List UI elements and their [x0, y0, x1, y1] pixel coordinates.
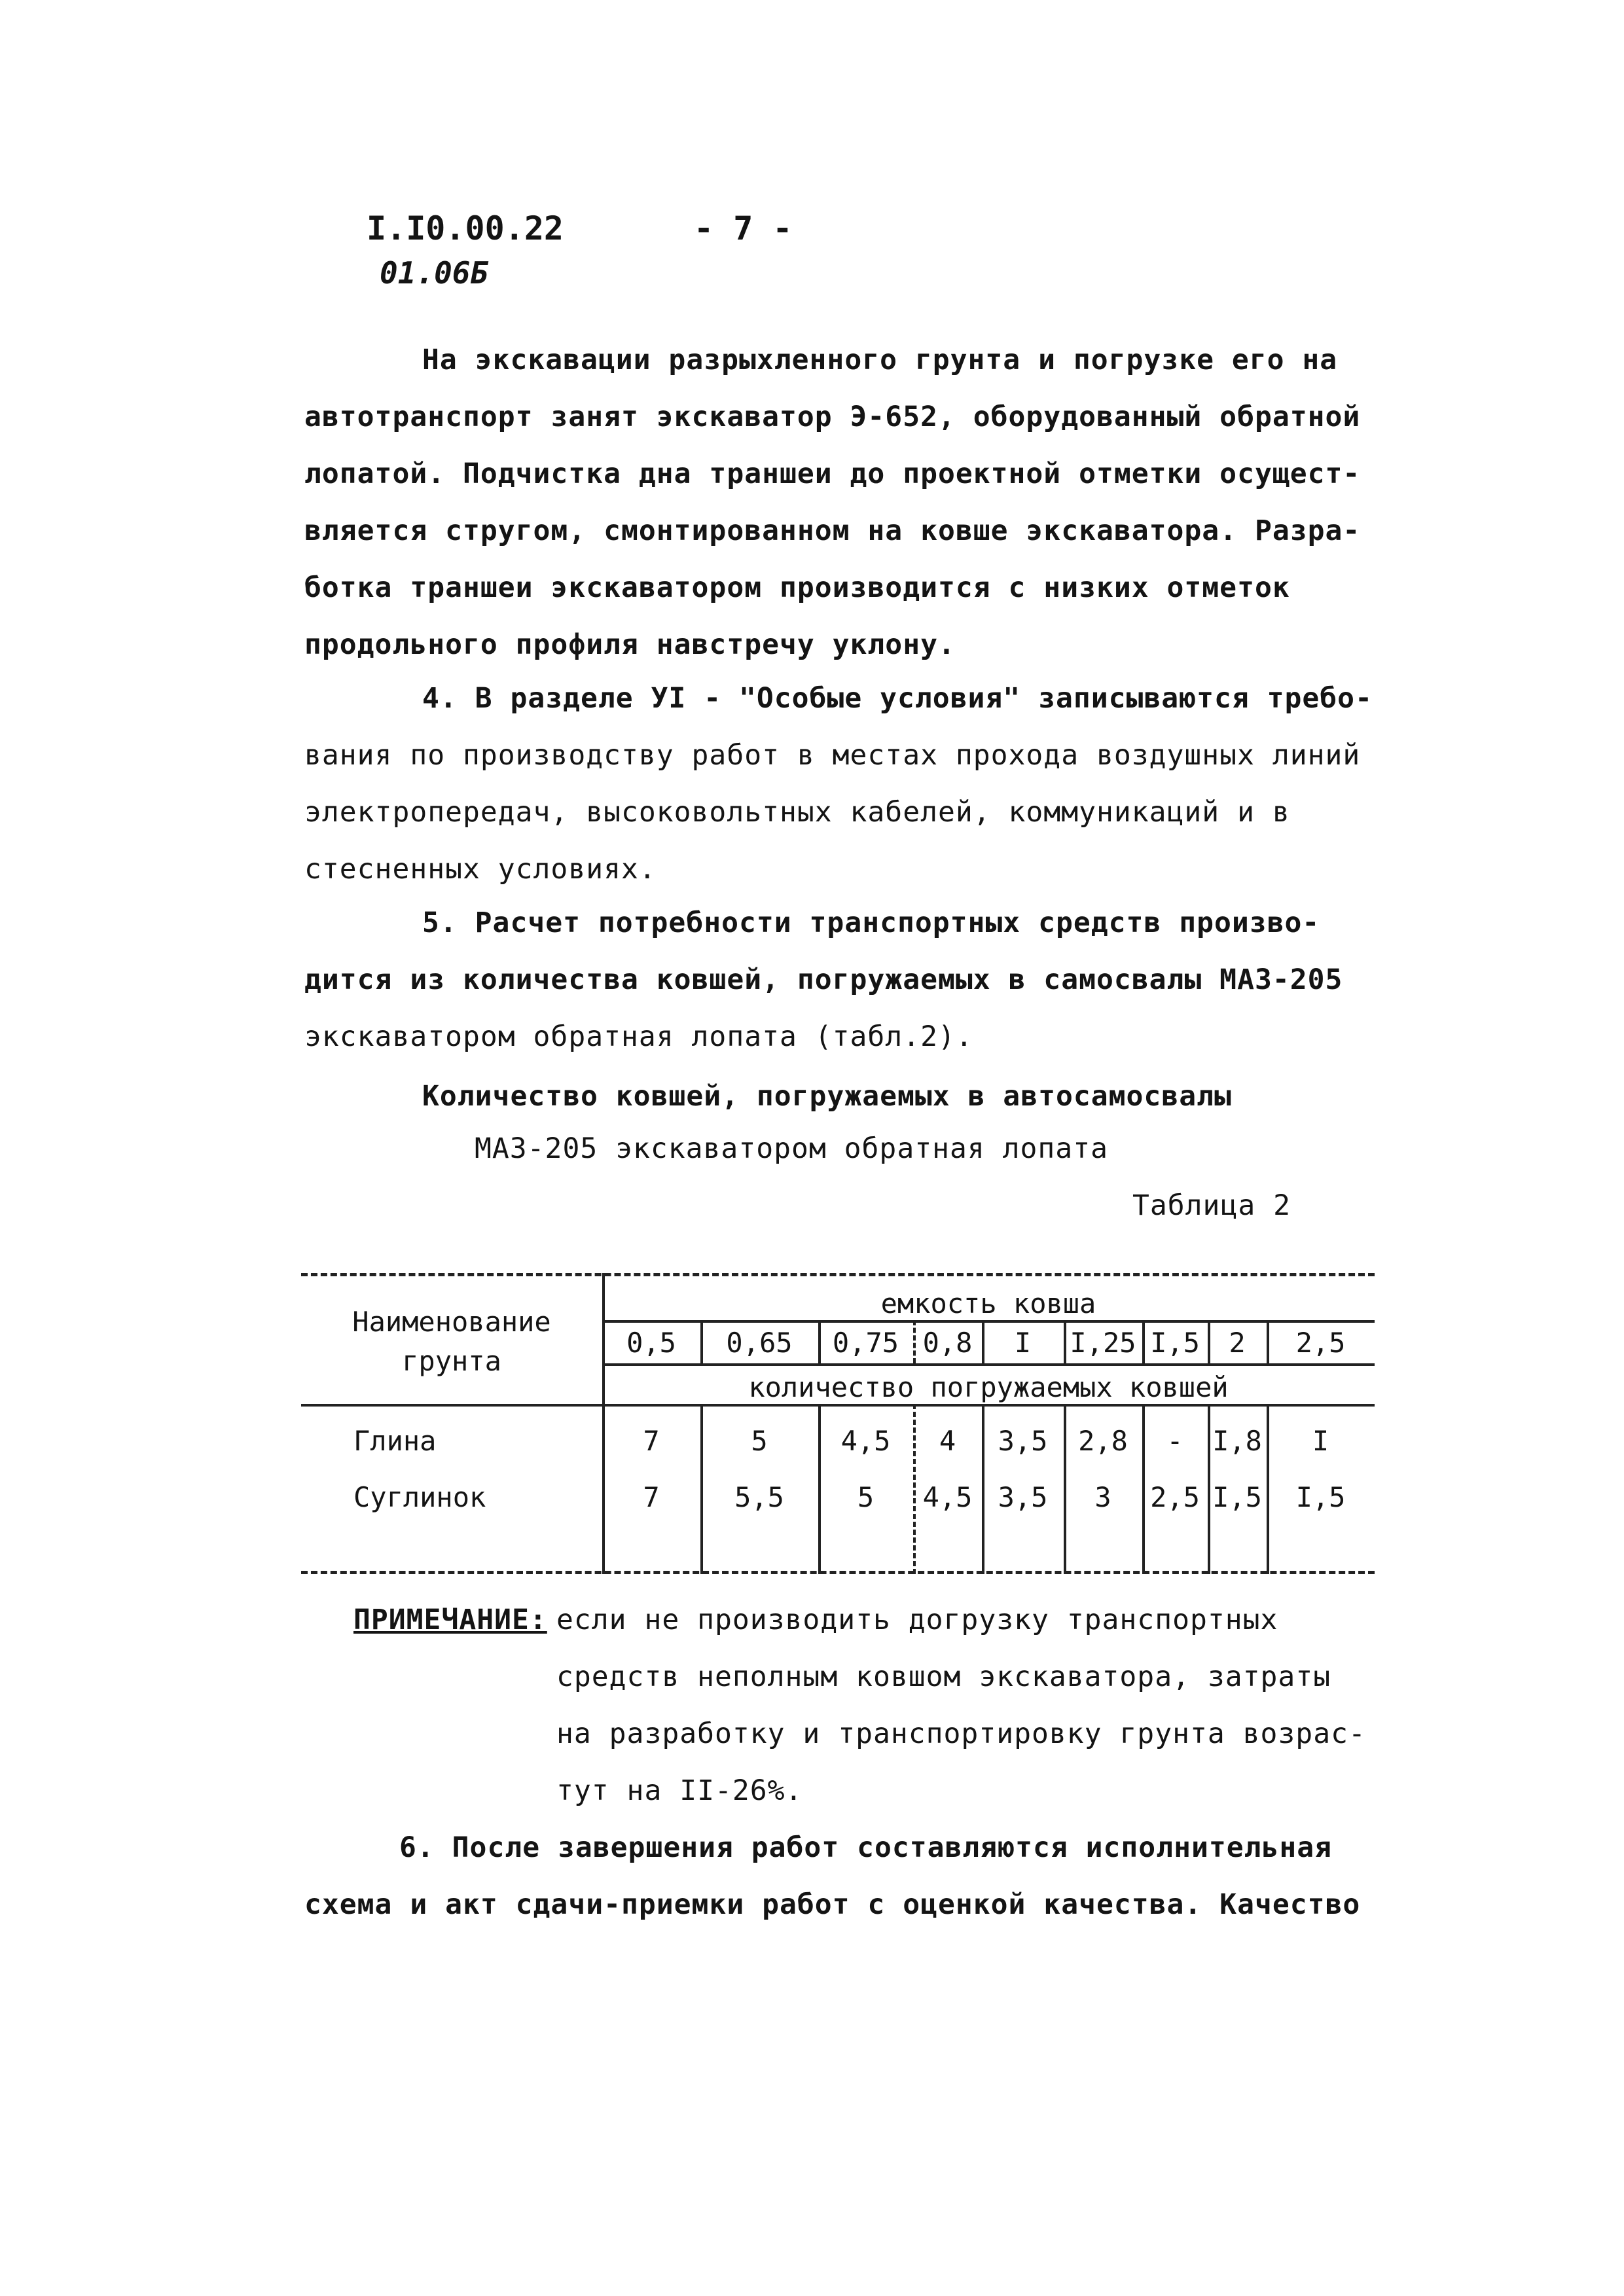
paragraph-line: ботка траншеи экскаватором производится с низких отметок — [304, 571, 1290, 604]
note-label: ПРИМЕЧАНИЕ: — [353, 1604, 547, 1636]
paragraph-line: 6. После завершения работ составляются исполнительная — [399, 1831, 1333, 1864]
paragraph-line: дится из количества ковшей, погружаемых в самосвалы МАЗ-205 — [304, 963, 1343, 996]
table-row-label-loam: Суглинок — [353, 1481, 486, 1513]
table-label: Таблица 2 — [1132, 1189, 1291, 1222]
note-line: средств неполным ковшом экскаватора, затраты — [556, 1660, 1331, 1693]
capacity-cell: 2,5 — [1295, 1327, 1346, 1359]
table-cell: I,8 — [1212, 1425, 1262, 1457]
handwritten-sub-number: 01.06Б — [380, 255, 489, 291]
document-number: I.I0.00.22 — [367, 209, 564, 247]
table-cell: 3 — [1094, 1481, 1111, 1513]
capacity-cell: 0,75 — [832, 1327, 899, 1359]
table-cell: I — [1312, 1425, 1329, 1457]
paragraph-line: вляется стругом, смонтированном на ковше экскаватора. Разра- — [304, 514, 1361, 547]
paragraph-line: стесненных условиях. — [304, 853, 657, 886]
table-cell: 2,5 — [1150, 1481, 1200, 1513]
table-title: МАЗ-205 экскаватором обратная лопата — [475, 1132, 1108, 1165]
table-cell: 4,5 — [840, 1425, 891, 1457]
table-cell: 5,5 — [734, 1481, 784, 1513]
capacity-cell: I — [1014, 1327, 1032, 1359]
table-cell: - — [1166, 1425, 1183, 1457]
table-cell: 3,5 — [998, 1481, 1048, 1513]
capacity-rule — [602, 1320, 1375, 1323]
capacity-cell: 0,5 — [626, 1327, 676, 1359]
paragraph-line: вания по производству работ в местах прохода воздушных линий — [304, 739, 1361, 772]
table-cell: 4 — [939, 1425, 956, 1457]
paragraph-line: продольного профиля навстречу уклону. — [304, 628, 956, 661]
paragraph-line: 5. Расчет потребности транспортных средств произво- — [422, 906, 1320, 939]
table-cell: 7 — [643, 1425, 660, 1457]
table-title: Количество ковшей, погружаемых в автосамосвалы — [422, 1080, 1232, 1113]
note-line: на разработку и транспортировку грунта возрас- — [556, 1717, 1366, 1750]
header-soil-name: Наименование — [352, 1306, 551, 1338]
table-cell: 2,8 — [1078, 1425, 1128, 1457]
table-cell: 5 — [857, 1481, 875, 1513]
table-cell: 4,5 — [922, 1481, 973, 1513]
table-cell: I,5 — [1212, 1481, 1262, 1513]
capacity-cell: 0,8 — [922, 1327, 973, 1359]
capacity-cell: I,5 — [1150, 1327, 1200, 1359]
note-line: если не производить догрузку транспортных — [556, 1604, 1278, 1636]
paragraph-line: автотранспорт занят экскаватор Э-652, оборудованный обратной — [304, 401, 1361, 433]
capacity-cell: 0,65 — [726, 1327, 793, 1359]
capacity-cell: I,25 — [1070, 1327, 1136, 1359]
table-cell: 5 — [751, 1425, 768, 1457]
header-bucket-count: количество погружаемых ковшей — [748, 1371, 1229, 1403]
table-bottom-border — [301, 1571, 1375, 1574]
paragraph-line: 4. В разделе УI - "Особые условия" записываются требо- — [422, 682, 1373, 715]
table-cell: 3,5 — [998, 1425, 1048, 1457]
page-number: - 7 - — [694, 209, 793, 247]
note-line: тут на II-26%. — [556, 1774, 803, 1807]
header-soil-name: грунта — [402, 1345, 501, 1377]
table-header-rule — [301, 1404, 1375, 1407]
paragraph-line: На экскавации разрыхленного грунта и погрузке его на — [422, 344, 1338, 376]
capacity-values-rule — [602, 1363, 1375, 1366]
header-bucket-capacity: емкость ковша — [880, 1287, 1096, 1319]
table-cell: I,5 — [1295, 1481, 1346, 1513]
soil-bucket-table — [301, 1273, 1375, 1577]
paragraph-line: схема и акт сдачи-приемки работ с оценкой качества. Качество — [304, 1888, 1361, 1921]
paragraph-line: экскаватором обратная лопата (табл.2). — [304, 1020, 973, 1053]
table-row-label-clay: Глина — [353, 1425, 437, 1457]
table-cell: 7 — [643, 1481, 660, 1513]
paragraph-line: лопатой. Подчистка дна траншеи до проектной отметки осущест- — [304, 457, 1361, 490]
paragraph-line: электропередач, высоковольтных кабелей, коммуникаций и в — [304, 796, 1290, 829]
table-top-border — [301, 1273, 1375, 1276]
capacity-cell: 2 — [1229, 1327, 1246, 1359]
